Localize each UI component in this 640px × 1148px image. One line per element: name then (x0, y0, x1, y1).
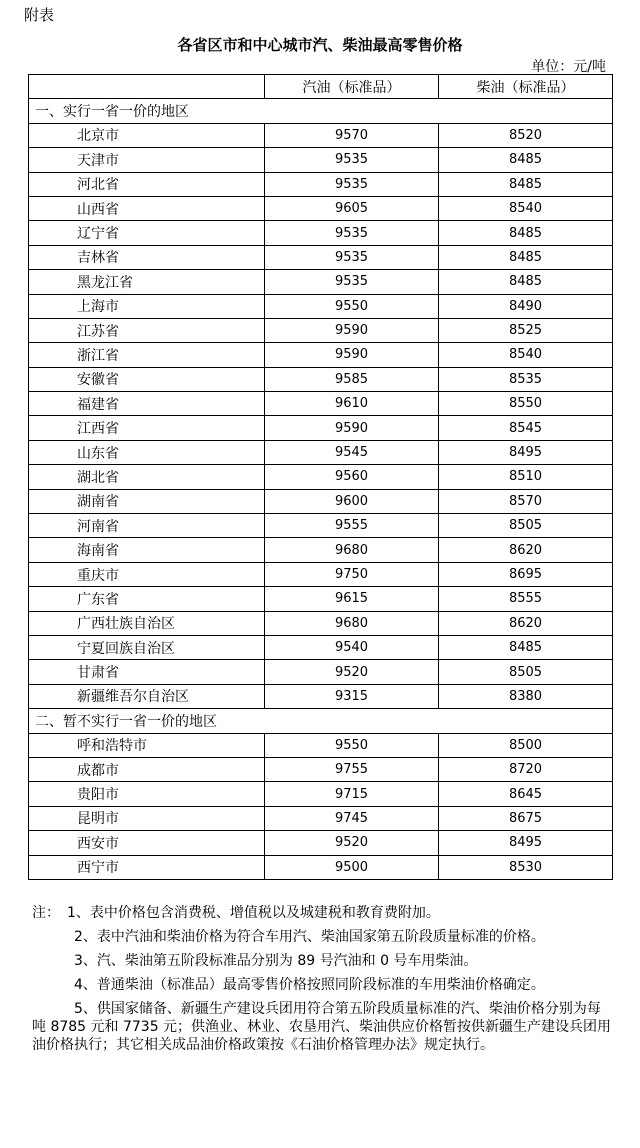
diesel-price: 8485 (439, 221, 613, 245)
region-name: 福建省 (29, 392, 265, 416)
region-name: 重庆市 (29, 562, 265, 586)
gasoline-price: 9610 (265, 392, 439, 416)
gasoline-price: 9500 (265, 855, 439, 879)
table-row (29, 465, 613, 489)
table-row (29, 440, 613, 464)
region-name: 湖北省 (29, 465, 265, 489)
note-5: 5、供国家储备、新疆生产建设兵团用符合第五阶段质量标准的汽、柴油价格分别为每吨 8785 元和 7735 元；供渔业、林业、农垦用汽、柴油供应价格暂按供新疆生产建设兵团用油价格执行；其它相关成品油价格政策按《石油价格管理办法》规定执行。 (32, 1001, 612, 1053)
region-name: 江苏省 (29, 318, 265, 342)
gasoline-price: 9745 (265, 806, 439, 830)
gasoline-price: 9535 (265, 270, 439, 294)
note-3: 3、汽、柴油第五阶段标准品分别为 89 号汽油和 0 号车用柴油。 (74, 953, 478, 969)
gasoline-price: 9750 (265, 562, 439, 586)
region-name: 昆明市 (29, 806, 265, 830)
gasoline-price: 9535 (265, 148, 439, 172)
table-row (29, 172, 613, 196)
region-name: 山东省 (29, 440, 265, 464)
gasoline-price: 9315 (265, 684, 439, 708)
region-name: 上海市 (29, 294, 265, 318)
diesel-price: 8485 (439, 172, 613, 196)
table-row (29, 123, 613, 147)
diesel-price: 8545 (439, 416, 613, 440)
note-4: 4、普通柴油（标准品）最高零售价格按照同阶段标准的车用柴油价格确定。 (74, 977, 545, 993)
gasoline-price: 9550 (265, 733, 439, 757)
section-row (29, 709, 613, 733)
diesel-price: 8540 (439, 343, 613, 367)
diesel-price: 8555 (439, 587, 613, 611)
price-table (28, 74, 613, 880)
diesel-price: 8720 (439, 757, 613, 781)
table-row (29, 221, 613, 245)
unit-label: 单位：元/吨 (531, 59, 606, 75)
table-row (29, 660, 613, 684)
gasoline-price: 9755 (265, 757, 439, 781)
diesel-price: 8500 (439, 733, 613, 757)
region-name: 贵阳市 (29, 782, 265, 806)
gasoline-price: 9535 (265, 221, 439, 245)
table-row (29, 855, 613, 879)
attachment-label: 附表 (24, 6, 55, 24)
table-row (29, 294, 613, 318)
diesel-price: 8485 (439, 245, 613, 269)
diesel-price: 8510 (439, 465, 613, 489)
notes-block (32, 902, 612, 1056)
gasoline-price: 9590 (265, 416, 439, 440)
gasoline-price: 9540 (265, 635, 439, 659)
region-name: 吉林省 (29, 245, 265, 269)
region-name: 天津市 (29, 148, 265, 172)
table-header-row (29, 75, 613, 99)
gasoline-price: 9570 (265, 123, 439, 147)
table-row (29, 757, 613, 781)
diesel-price: 8695 (439, 562, 613, 586)
gasoline-price: 9615 (265, 587, 439, 611)
section-row (29, 99, 613, 123)
diesel-price: 8620 (439, 538, 613, 562)
gasoline-price: 9590 (265, 318, 439, 342)
diesel-price: 8535 (439, 367, 613, 391)
region-name: 湖南省 (29, 489, 265, 513)
page-title: 各省区市和中心城市汽、柴油最高零售价格 (177, 36, 463, 54)
note-2: 2、表中汽油和柴油价格为符合车用汽、柴油国家第五阶段质量标准的价格。 (74, 929, 545, 945)
header-diesel: 柴油（标准品） (439, 75, 613, 99)
region-name: 辽宁省 (29, 221, 265, 245)
gasoline-price: 9550 (265, 294, 439, 318)
diesel-price: 8530 (439, 855, 613, 879)
region-name: 浙江省 (29, 343, 265, 367)
diesel-price: 8675 (439, 806, 613, 830)
region-name: 宁夏回族自治区 (29, 635, 265, 659)
diesel-price: 8550 (439, 392, 613, 416)
gasoline-price: 9555 (265, 514, 439, 538)
gasoline-price: 9520 (265, 660, 439, 684)
table-row (29, 514, 613, 538)
header-gasoline: 汽油（标准品） (265, 75, 439, 99)
table-row (29, 782, 613, 806)
diesel-price: 8540 (439, 196, 613, 220)
header-region (29, 75, 265, 99)
gasoline-price: 9715 (265, 782, 439, 806)
diesel-price: 8525 (439, 318, 613, 342)
table-row (29, 367, 613, 391)
table-row (29, 587, 613, 611)
gasoline-price: 9520 (265, 831, 439, 855)
region-name: 西宁市 (29, 855, 265, 879)
gasoline-price: 9600 (265, 489, 439, 513)
region-name: 广西壮族自治区 (29, 611, 265, 635)
table-row (29, 245, 613, 269)
diesel-price: 8520 (439, 123, 613, 147)
region-name: 成都市 (29, 757, 265, 781)
region-name: 西安市 (29, 831, 265, 855)
region-name: 呼和浩特市 (29, 733, 265, 757)
region-name: 黑龙江省 (29, 270, 265, 294)
diesel-price: 8495 (439, 831, 613, 855)
region-name: 山西省 (29, 196, 265, 220)
region-name: 海南省 (29, 538, 265, 562)
table-row (29, 831, 613, 855)
diesel-price: 8380 (439, 684, 613, 708)
gasoline-price: 9545 (265, 440, 439, 464)
table-row (29, 196, 613, 220)
region-name: 甘肃省 (29, 660, 265, 684)
table-row (29, 343, 613, 367)
region-name: 北京市 (29, 123, 265, 147)
table-row (29, 538, 613, 562)
diesel-price: 8485 (439, 148, 613, 172)
table-row (29, 684, 613, 708)
region-name: 新疆维吾尔自治区 (29, 684, 265, 708)
diesel-price: 8620 (439, 611, 613, 635)
gasoline-price: 9680 (265, 538, 439, 562)
gasoline-price: 9535 (265, 172, 439, 196)
gasoline-price: 9560 (265, 465, 439, 489)
region-name: 河南省 (29, 514, 265, 538)
diesel-price: 8485 (439, 270, 613, 294)
diesel-price: 8505 (439, 660, 613, 684)
section-label: 一、实行一省一价的地区 (29, 99, 613, 123)
table-row (29, 270, 613, 294)
gasoline-price: 9680 (265, 611, 439, 635)
region-name: 广东省 (29, 587, 265, 611)
table-row (29, 611, 613, 635)
diesel-price: 8570 (439, 489, 613, 513)
section-label: 二、暂不实行一省一价的地区 (29, 709, 613, 733)
table-row (29, 635, 613, 659)
table-row (29, 416, 613, 440)
region-name: 安徽省 (29, 367, 265, 391)
table-row (29, 562, 613, 586)
table-row (29, 148, 613, 172)
region-name: 河北省 (29, 172, 265, 196)
gasoline-price: 9590 (265, 343, 439, 367)
table-row (29, 318, 613, 342)
note-1: 注： 1、表中价格包含消费税、增值税以及城建税和教育费附加。 (32, 905, 440, 921)
diesel-price: 8495 (439, 440, 613, 464)
diesel-price: 8485 (439, 635, 613, 659)
gasoline-price: 9585 (265, 367, 439, 391)
table-row (29, 489, 613, 513)
table-row (29, 392, 613, 416)
diesel-price: 8505 (439, 514, 613, 538)
table-row (29, 733, 613, 757)
gasoline-price: 9605 (265, 196, 439, 220)
region-name: 江西省 (29, 416, 265, 440)
diesel-price: 8645 (439, 782, 613, 806)
gasoline-price: 9535 (265, 245, 439, 269)
table-row (29, 806, 613, 830)
diesel-price: 8490 (439, 294, 613, 318)
